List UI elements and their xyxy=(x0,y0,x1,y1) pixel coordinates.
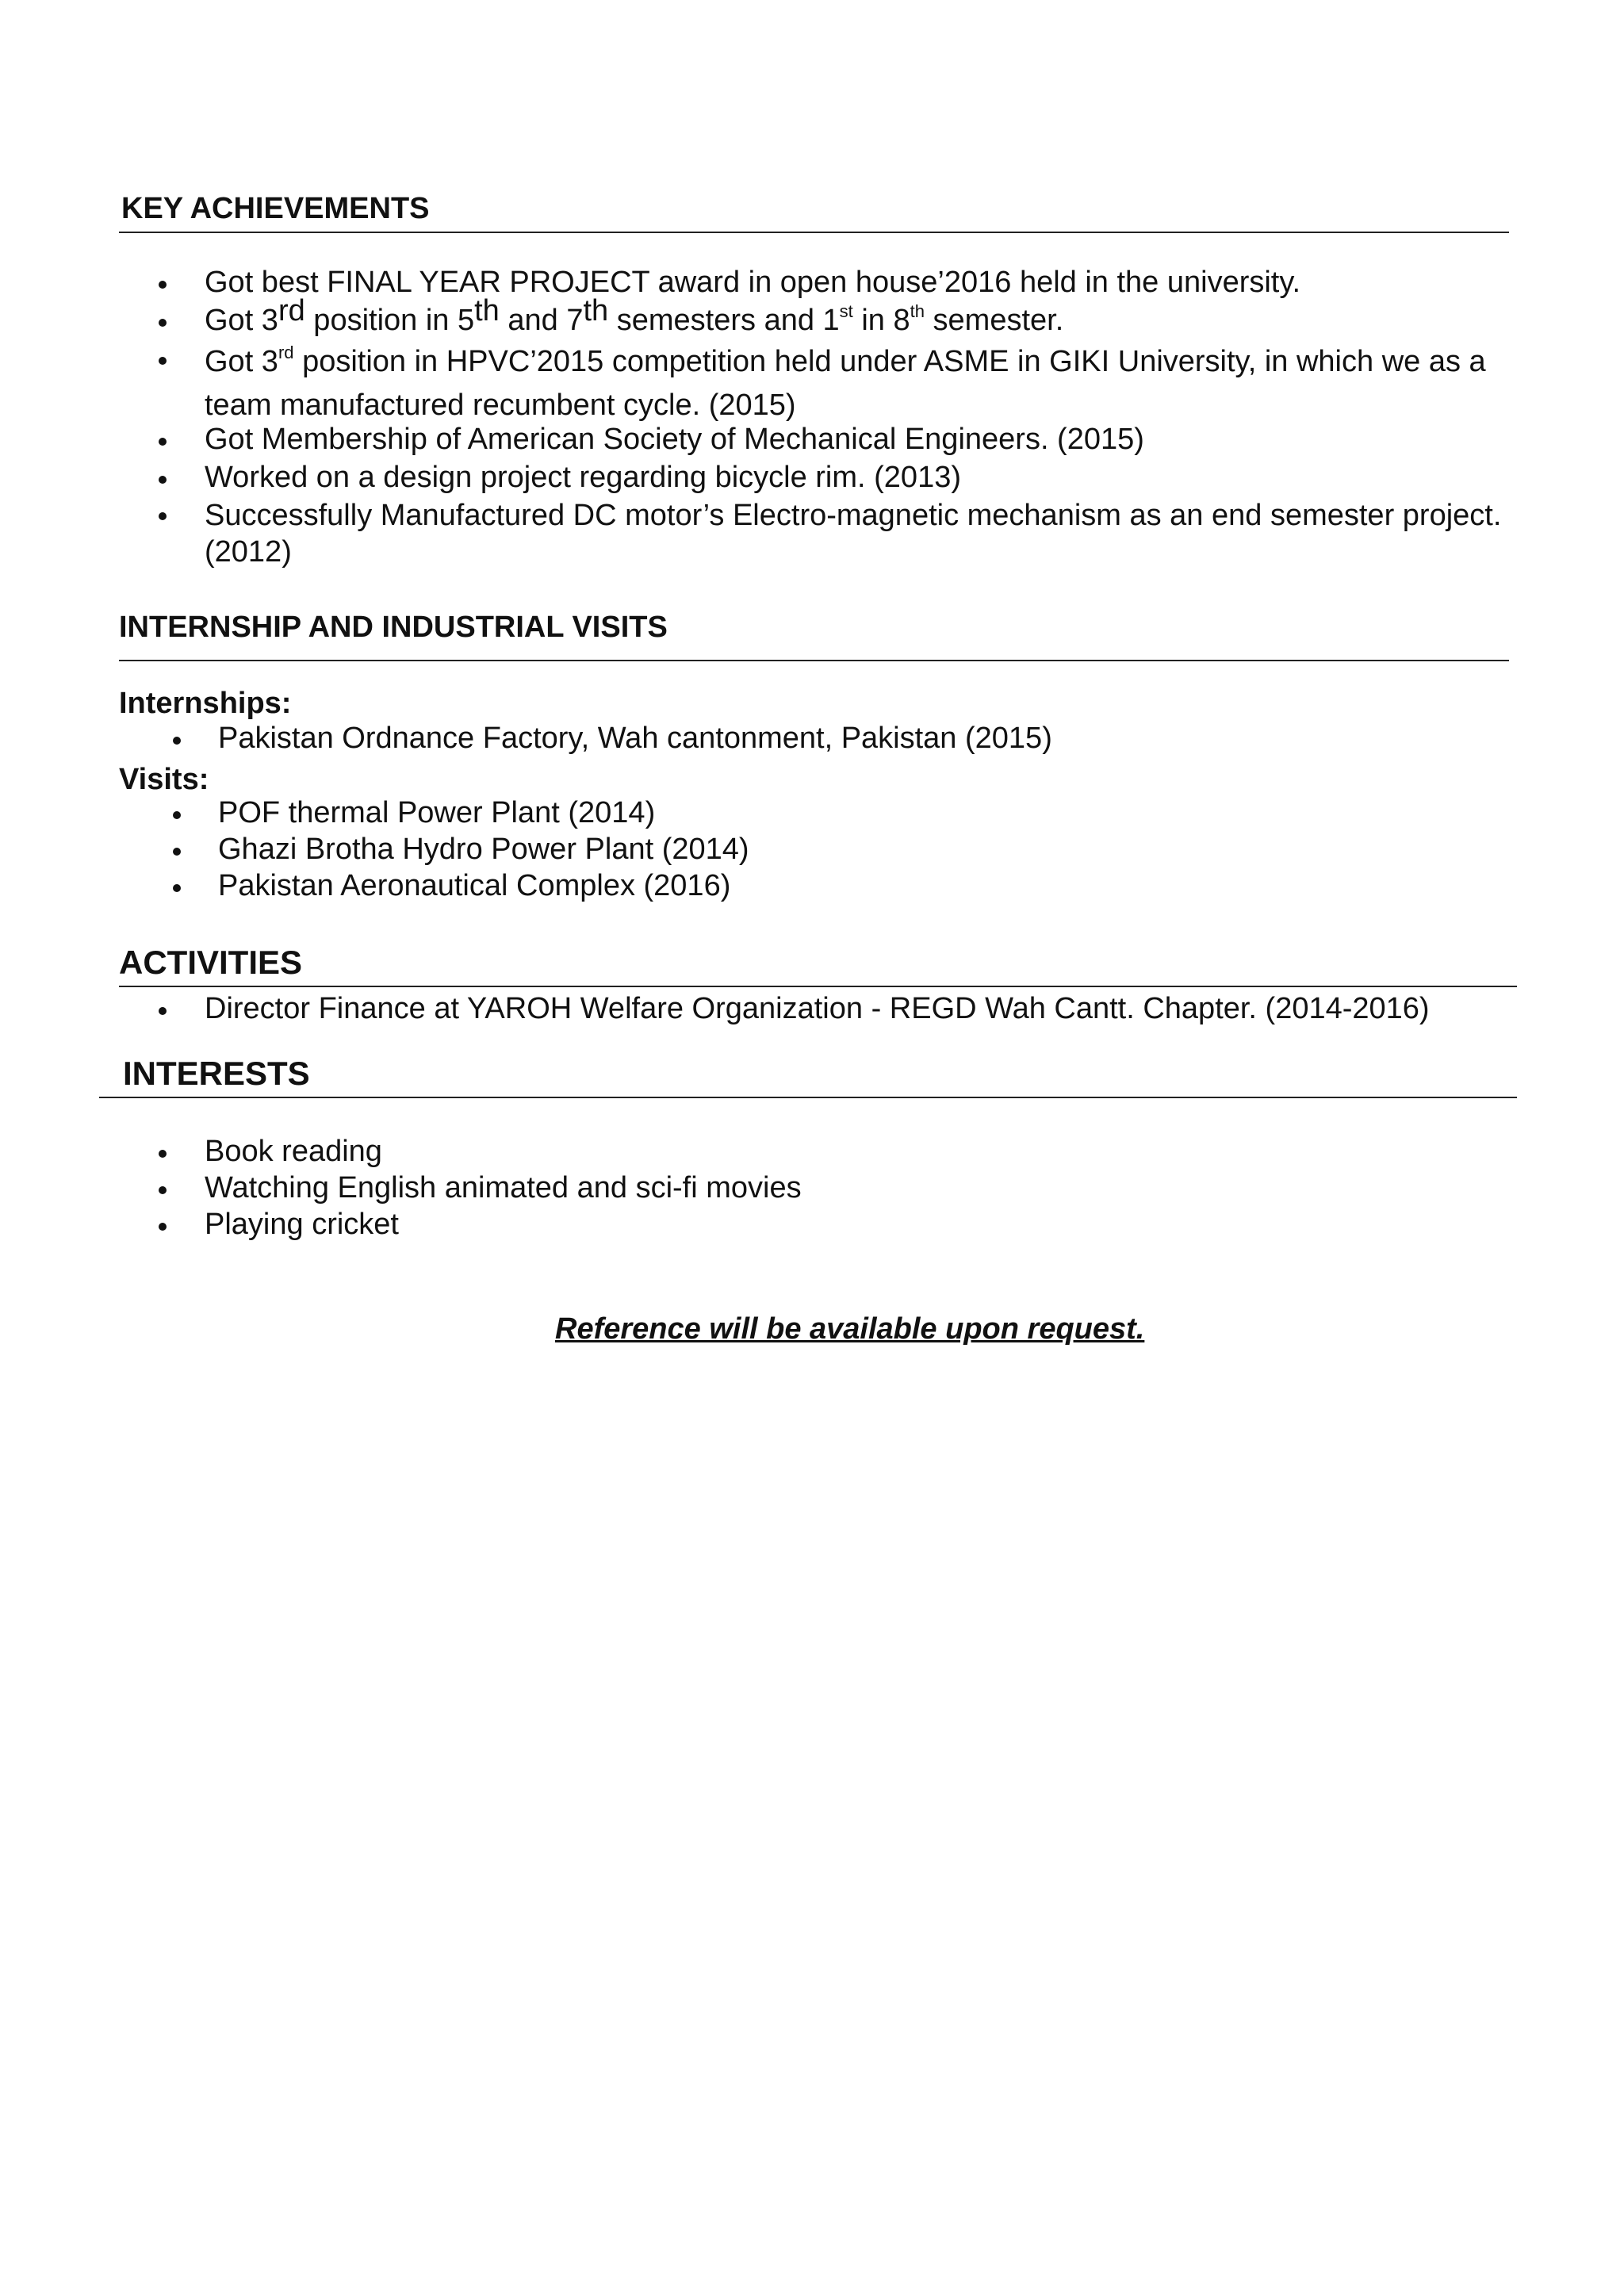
bullet-icon xyxy=(159,281,167,289)
visit-text: Ghazi Brotha Hydro Power Plant (2014) xyxy=(218,833,749,866)
bullet-icon xyxy=(159,1223,167,1231)
bullet-icon xyxy=(159,319,167,327)
reference-note: Reference will be available upon request. xyxy=(555,1312,1145,1346)
list-item xyxy=(173,722,1442,758)
achievement-text: Got Membership of American Society of Mechanical Engineers. (2015) xyxy=(205,423,1144,456)
achievements-list xyxy=(159,266,1522,572)
bullet-icon xyxy=(173,811,181,819)
section-divider xyxy=(119,660,1509,661)
list-item xyxy=(159,294,1522,342)
internship-text: Pakistan Ordnance Factory, Wah cantonment, Pakistan (2015) xyxy=(218,722,1052,755)
interest-text: Playing cricket xyxy=(205,1208,399,1241)
bullet-icon xyxy=(159,512,167,520)
achievement-text: Got best FINAL YEAR PROJECT award in open house’2016 held in the university. xyxy=(205,266,1301,299)
bullet-icon xyxy=(173,884,181,892)
section-heading-key-achievements: KEY ACHIEVEMENTS xyxy=(121,192,430,225)
section-divider xyxy=(119,986,1517,987)
visits-list xyxy=(173,796,1442,906)
activities-list xyxy=(159,992,1522,1028)
visit-text: POF thermal Power Plant (2014) xyxy=(218,796,656,829)
internships-label: Internships: xyxy=(119,687,292,720)
section-divider xyxy=(119,232,1509,233)
achievement-text: Got 3rd position in HPVC’2015 competition held under ASME in GIKI University, in which we as a team manufactured recumbent cycle. (2015) xyxy=(205,343,1486,422)
list-item xyxy=(159,1171,1522,1208)
bullet-icon xyxy=(159,1007,167,1015)
visits-label: Visits: xyxy=(119,763,209,796)
list-item xyxy=(173,833,1442,869)
list-item xyxy=(159,342,1522,423)
visit-text: Pakistan Aeronautical Complex (2016) xyxy=(218,869,731,902)
bullet-icon xyxy=(159,1150,167,1158)
list-item xyxy=(159,497,1522,572)
list-item xyxy=(159,461,1522,497)
bullet-icon xyxy=(173,848,181,856)
bullet-icon xyxy=(159,476,167,484)
activity-text: Director Finance at YAROH Welfare Organization - REGD Wah Cantt. Chapter. (2014-2016) xyxy=(205,992,1430,1025)
interest-text: Book reading xyxy=(205,1135,382,1168)
list-item xyxy=(173,796,1442,833)
section-divider xyxy=(99,1097,1517,1098)
list-item xyxy=(159,1208,1522,1244)
interest-text: Watching English animated and sci-fi movies xyxy=(205,1171,802,1204)
internships-list xyxy=(173,722,1442,758)
achievement-text: Successfully Manufactured DC motor’s Electro-magnetic mechanism as an end semester project. (2012) xyxy=(205,499,1502,569)
section-heading-internship: INTERNSHIP AND INDUSTRIAL VISITS xyxy=(119,611,668,644)
interests-list xyxy=(159,1135,1522,1244)
list-item xyxy=(173,869,1442,906)
list-item xyxy=(159,992,1522,1028)
achievement-text: Got 3rd position in 5th and 7th semesters and 1st in 8th semester. xyxy=(205,294,1064,337)
bullet-icon xyxy=(159,438,167,446)
bullet-icon xyxy=(159,1186,167,1194)
list-item xyxy=(159,423,1522,461)
bullet-icon xyxy=(173,737,181,745)
list-item xyxy=(159,266,1522,304)
section-heading-interests: INTERESTS xyxy=(123,1055,310,1092)
bullet-icon xyxy=(159,357,167,365)
achievement-text: Worked on a design project regarding bicycle rim. (2013) xyxy=(205,461,961,494)
section-heading-activities: ACTIVITIES xyxy=(119,944,303,981)
list-item xyxy=(159,1135,1522,1171)
